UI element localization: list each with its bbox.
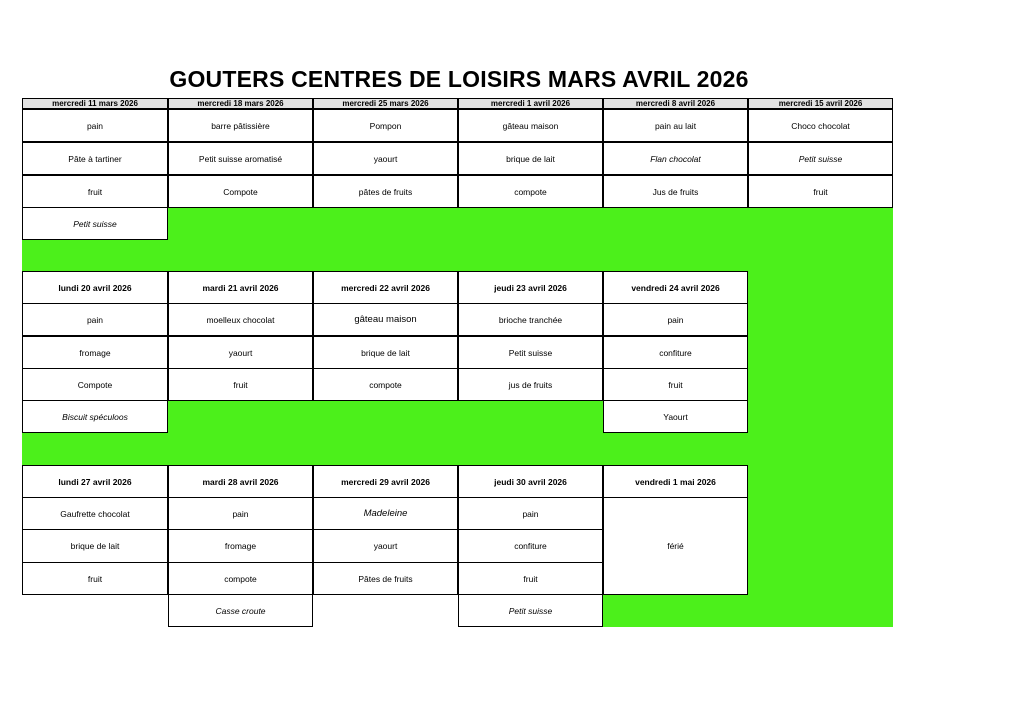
menu-cell: brique de lait	[313, 336, 458, 369]
menu-cell: yaourt	[313, 142, 458, 175]
menu-cell: Jus de fruits	[603, 175, 748, 208]
menu-cell: Yaourt	[603, 400, 748, 433]
day-header-cell: lundi 27 avril 2026	[22, 465, 168, 498]
green-fill-march	[168, 207, 893, 240]
menu-cell: Pompon	[313, 109, 458, 142]
day-header-cell: mercredi 29 avril 2026	[313, 465, 458, 498]
menu-cell: Flan chocolat	[603, 142, 748, 175]
menu-cell: Petit suisse	[22, 207, 168, 240]
green-fill-week2-bottom	[603, 595, 893, 627]
green-fill-week1-bottom	[168, 400, 603, 433]
menu-cell: Biscuit spéculoos	[22, 400, 168, 433]
menu-cell: gâteau maison	[313, 303, 458, 336]
day-header-cell: mardi 21 avril 2026	[168, 271, 313, 304]
menu-cell: pain	[458, 497, 603, 530]
green-fill-week2-side	[748, 465, 893, 595]
green-fill-band-2	[22, 433, 893, 465]
holiday-cell: férié	[603, 497, 748, 595]
menu-cell: confiture	[603, 336, 748, 369]
menu-cell: fromage	[22, 336, 168, 369]
menu-cell: Petit suisse	[748, 142, 893, 175]
menu-cell: brique de lait	[22, 529, 168, 563]
menu-cell: pâtes de fruits	[313, 175, 458, 208]
menu-cell: yaourt	[168, 336, 313, 369]
header-cell: mercredi 15 avril 2026	[748, 98, 893, 109]
menu-cell: fruit	[22, 175, 168, 208]
page-title: GOUTERS CENTRES DE LOISIRS MARS AVRIL 2026	[169, 66, 749, 92]
menu-cell: pain	[22, 303, 168, 336]
menu-cell: pain	[603, 303, 748, 336]
green-fill-band-1	[22, 240, 893, 271]
menu-cell: fruit	[458, 562, 603, 595]
menu-cell: brique de lait	[458, 142, 603, 175]
menu-cell: gâteau maison	[458, 109, 603, 142]
menu-cell: Gaufrette chocolat	[22, 497, 168, 530]
green-fill-week1-side	[748, 271, 893, 433]
menu-cell: Compote	[168, 175, 313, 208]
menu-cell: fromage	[168, 529, 313, 563]
header-cell: mercredi 1 avril 2026	[458, 98, 603, 109]
menu-cell: barre pâtissière	[168, 109, 313, 142]
header-cell: mercredi 25 mars 2026	[313, 98, 458, 109]
menu-cell: Pâtes de fruits	[313, 562, 458, 595]
menu-cell: compote	[458, 175, 603, 208]
menu-cell: moelleux chocolat	[168, 303, 313, 336]
menu-cell: Petit suisse	[458, 336, 603, 369]
day-header-cell: mardi 28 avril 2026	[168, 465, 313, 498]
menu-cell: fruit	[748, 175, 893, 208]
header-cell: mercredi 11 mars 2026	[22, 98, 168, 109]
menu-cell: Choco chocolat	[748, 109, 893, 142]
menu-cell: pain	[168, 497, 313, 530]
menu-cell: compote	[168, 562, 313, 595]
day-header-cell: vendredi 24 avril 2026	[603, 271, 748, 304]
day-header-cell: jeudi 30 avril 2026	[458, 465, 603, 498]
menu-cell: compote	[313, 368, 458, 401]
day-header-cell: jeudi 23 avril 2026	[458, 271, 603, 304]
menu-cell: brioche tranchée	[458, 303, 603, 336]
menu-cell: Casse croute	[168, 594, 313, 627]
day-header-cell: vendredi 1 mai 2026	[603, 465, 748, 498]
menu-cell: Pâte à tartiner	[22, 142, 168, 175]
day-header-cell: lundi 20 avril 2026	[22, 271, 168, 304]
menu-cell: fruit	[603, 368, 748, 401]
menu-cell: pain au lait	[603, 109, 748, 142]
day-header-cell: mercredi 22 avril 2026	[313, 271, 458, 304]
header-cell: mercredi 8 avril 2026	[603, 98, 748, 109]
menu-cell: Madeleine	[313, 497, 458, 530]
menu-cell: Petit suisse	[458, 594, 603, 627]
menu-cell: yaourt	[313, 529, 458, 563]
menu-cell: pain	[22, 109, 168, 142]
menu-cell: Petit suisse aromatisé	[168, 142, 313, 175]
menu-cell: fruit	[22, 562, 168, 595]
menu-cell: fruit	[168, 368, 313, 401]
menu-cell: jus de fruits	[458, 368, 603, 401]
menu-cell: confiture	[458, 529, 603, 563]
header-cell: mercredi 18 mars 2026	[168, 98, 313, 109]
menu-cell: Compote	[22, 368, 168, 401]
